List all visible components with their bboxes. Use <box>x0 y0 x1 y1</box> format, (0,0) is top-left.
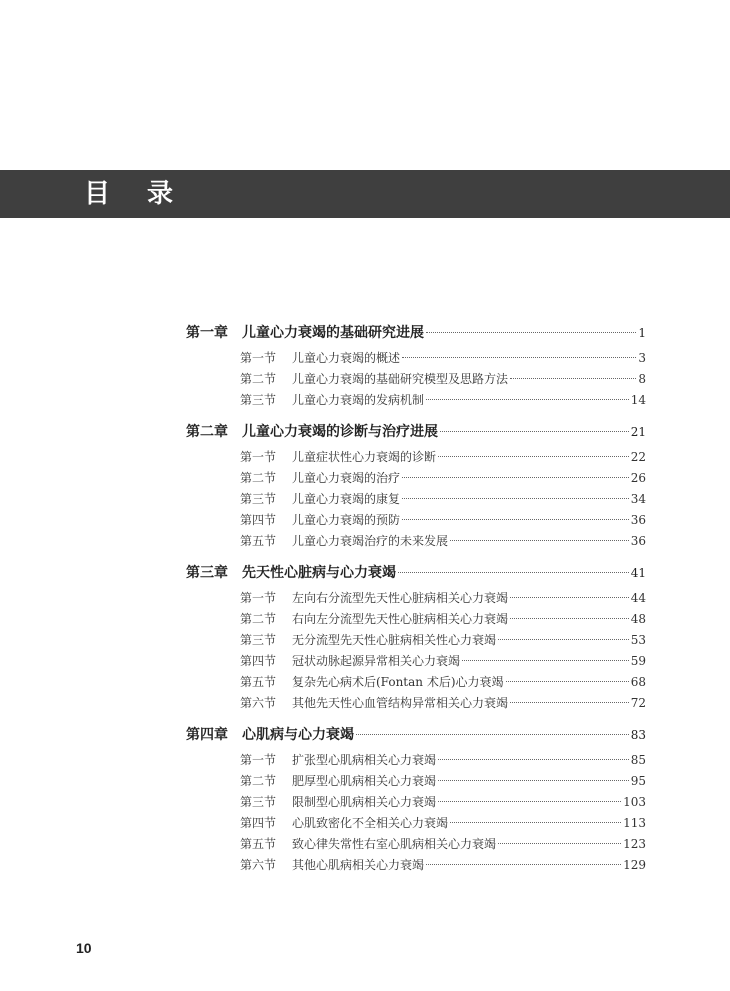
chapter-block <box>186 722 646 876</box>
section-title: 儿童心力衰竭治疗的未来发展 <box>292 534 449 548</box>
section-entry[interactable] <box>240 588 646 609</box>
dot-leader <box>510 702 629 703</box>
section-title: 扩张型心肌病相关心力衰竭 <box>292 753 437 767</box>
title-banner <box>0 170 730 218</box>
section-page-number: 26 <box>630 471 646 485</box>
section-entry[interactable] <box>240 651 646 672</box>
dot-leader <box>438 456 629 457</box>
section-page-number: 68 <box>630 675 646 689</box>
section-entry[interactable] <box>240 369 646 390</box>
dot-leader <box>438 780 629 781</box>
section-title: 致心律失常性右室心肌病相关心力衰竭 <box>292 837 497 851</box>
dot-leader <box>398 572 629 573</box>
chapter-block <box>186 320 646 411</box>
chapter-number: 第四章 <box>186 727 228 743</box>
section-number: 第五节 <box>240 675 277 689</box>
chapter-title: 心肌病与心力衰竭 <box>242 727 354 743</box>
dot-leader <box>450 540 629 541</box>
section-page-number: 72 <box>630 696 646 710</box>
section-title: 冠状动脉起源异常相关心力衰竭 <box>292 654 461 668</box>
chapter-block <box>186 560 646 714</box>
dot-leader <box>438 801 621 802</box>
section-list <box>186 348 646 411</box>
section-title: 儿童心力衰竭的康复 <box>292 492 401 506</box>
section-title: 儿童心力衰竭的发病机制 <box>292 393 425 407</box>
section-page-number: 129 <box>623 858 646 872</box>
section-title: 右向左分流型先天性心脏病相关心力衰竭 <box>292 612 509 626</box>
section-number: 第四节 <box>240 654 277 668</box>
section-entry[interactable] <box>240 834 646 855</box>
section-number: 第五节 <box>240 837 277 851</box>
chapter-number: 第二章 <box>186 424 228 440</box>
section-number: 第二节 <box>240 612 277 626</box>
section-entry[interactable] <box>240 771 646 792</box>
section-number: 第三节 <box>240 492 277 506</box>
chapter-title: 儿童心力衰竭的诊断与治疗进展 <box>242 424 438 440</box>
chapter-number: 第一章 <box>186 325 228 341</box>
section-number: 第一节 <box>240 591 277 605</box>
section-page-number: 34 <box>630 492 646 506</box>
section-title: 儿童心力衰竭的概述 <box>292 351 401 365</box>
section-entry[interactable] <box>240 630 646 651</box>
dot-leader <box>498 843 621 844</box>
section-page-number: 103 <box>623 795 646 809</box>
section-title: 儿童心力衰竭的预防 <box>292 513 401 527</box>
section-page-number: 3 <box>638 351 646 365</box>
dot-leader <box>402 357 636 358</box>
chapter-entry[interactable] <box>186 722 646 748</box>
section-number: 第四节 <box>240 513 277 527</box>
section-entry[interactable] <box>240 489 646 510</box>
section-page-number: 85 <box>630 753 646 767</box>
chapter-page-number: 21 <box>630 425 646 439</box>
section-list <box>186 588 646 714</box>
section-entry[interactable] <box>240 693 646 714</box>
section-title: 其他心肌病相关心力衰竭 <box>292 858 425 872</box>
section-number: 第三节 <box>240 633 277 647</box>
section-page-number: 8 <box>638 372 646 386</box>
section-entry[interactable] <box>240 750 646 771</box>
section-entry[interactable] <box>240 792 646 813</box>
section-entry[interactable] <box>240 672 646 693</box>
section-entry[interactable] <box>240 510 646 531</box>
section-list <box>186 447 646 552</box>
dot-leader <box>402 477 629 478</box>
section-page-number: 53 <box>630 633 646 647</box>
chapter-number: 第三章 <box>186 565 228 581</box>
dot-leader <box>426 399 629 400</box>
section-entry[interactable] <box>240 855 646 876</box>
section-number: 第二节 <box>240 372 277 386</box>
section-entry[interactable] <box>240 813 646 834</box>
section-page-number: 59 <box>630 654 646 668</box>
dot-leader <box>426 864 621 865</box>
page-title: 目 录 <box>84 179 188 209</box>
dot-leader <box>356 734 629 735</box>
chapter-entry[interactable] <box>186 419 646 445</box>
dot-leader <box>506 681 629 682</box>
section-title: 无分流型先天性心脏病相关性心力衰竭 <box>292 633 497 647</box>
section-entry[interactable] <box>240 390 646 411</box>
section-list <box>186 750 646 876</box>
section-entry[interactable] <box>240 447 646 468</box>
section-page-number: 113 <box>623 816 646 830</box>
section-page-number: 36 <box>630 513 646 527</box>
dot-leader <box>510 618 629 619</box>
section-number: 第二节 <box>240 774 277 788</box>
section-title: 儿童症状性心力衰竭的诊断 <box>292 450 437 464</box>
dot-leader <box>438 759 629 760</box>
chapter-block <box>186 419 646 552</box>
section-entry[interactable] <box>240 531 646 552</box>
section-title: 肥厚型心肌病相关心力衰竭 <box>292 774 437 788</box>
section-page-number: 22 <box>630 450 646 464</box>
section-number: 第六节 <box>240 696 277 710</box>
section-number: 第一节 <box>240 450 277 464</box>
section-title: 其他先天性心血管结构异常相关心力衰竭 <box>292 696 509 710</box>
section-entry[interactable] <box>240 468 646 489</box>
chapter-page-number: 41 <box>630 566 646 580</box>
chapter-entry[interactable] <box>186 320 646 346</box>
chapter-page-number: 1 <box>638 326 646 340</box>
chapter-page-number: 83 <box>630 728 646 742</box>
section-number: 第三节 <box>240 795 277 809</box>
dot-leader <box>510 597 629 598</box>
section-title: 儿童心力衰竭的治疗 <box>292 471 401 485</box>
dot-leader <box>510 378 636 379</box>
section-page-number: 95 <box>630 774 646 788</box>
section-number: 第一节 <box>240 753 277 767</box>
section-number: 第一节 <box>240 351 277 365</box>
section-number: 第二节 <box>240 471 277 485</box>
section-title: 左向右分流型先天性心脏病相关心力衰竭 <box>292 591 509 605</box>
dot-leader <box>402 498 629 499</box>
dot-leader <box>402 519 629 520</box>
dot-leader <box>462 660 629 661</box>
section-title: 限制型心肌病相关心力衰竭 <box>292 795 437 809</box>
page-number: 10 <box>76 940 92 956</box>
section-page-number: 44 <box>630 591 646 605</box>
section-page-number: 123 <box>623 837 646 851</box>
dot-leader <box>498 639 629 640</box>
chapter-entry[interactable] <box>186 560 646 586</box>
section-page-number: 36 <box>630 534 646 548</box>
dot-leader <box>450 822 621 823</box>
section-number: 第五节 <box>240 534 277 548</box>
dot-leader <box>440 431 629 432</box>
chapter-title: 先天性心脏病与心力衰竭 <box>242 565 396 581</box>
section-title: 儿童心力衰竭的基础研究模型及思路方法 <box>292 372 509 386</box>
section-entry[interactable] <box>240 609 646 630</box>
section-number: 第六节 <box>240 858 277 872</box>
chapter-title: 儿童心力衰竭的基础研究进展 <box>242 325 424 341</box>
section-number: 第四节 <box>240 816 277 830</box>
section-number: 第三节 <box>240 393 277 407</box>
section-page-number: 14 <box>630 393 646 407</box>
table-of-contents <box>186 320 646 884</box>
section-entry[interactable] <box>240 348 646 369</box>
section-title: 心肌致密化不全相关心力衰竭 <box>292 816 449 830</box>
section-page-number: 48 <box>630 612 646 626</box>
section-title: 复杂先心病术后(Fontan 术后)心力衰竭 <box>292 675 504 689</box>
dot-leader <box>426 332 636 333</box>
